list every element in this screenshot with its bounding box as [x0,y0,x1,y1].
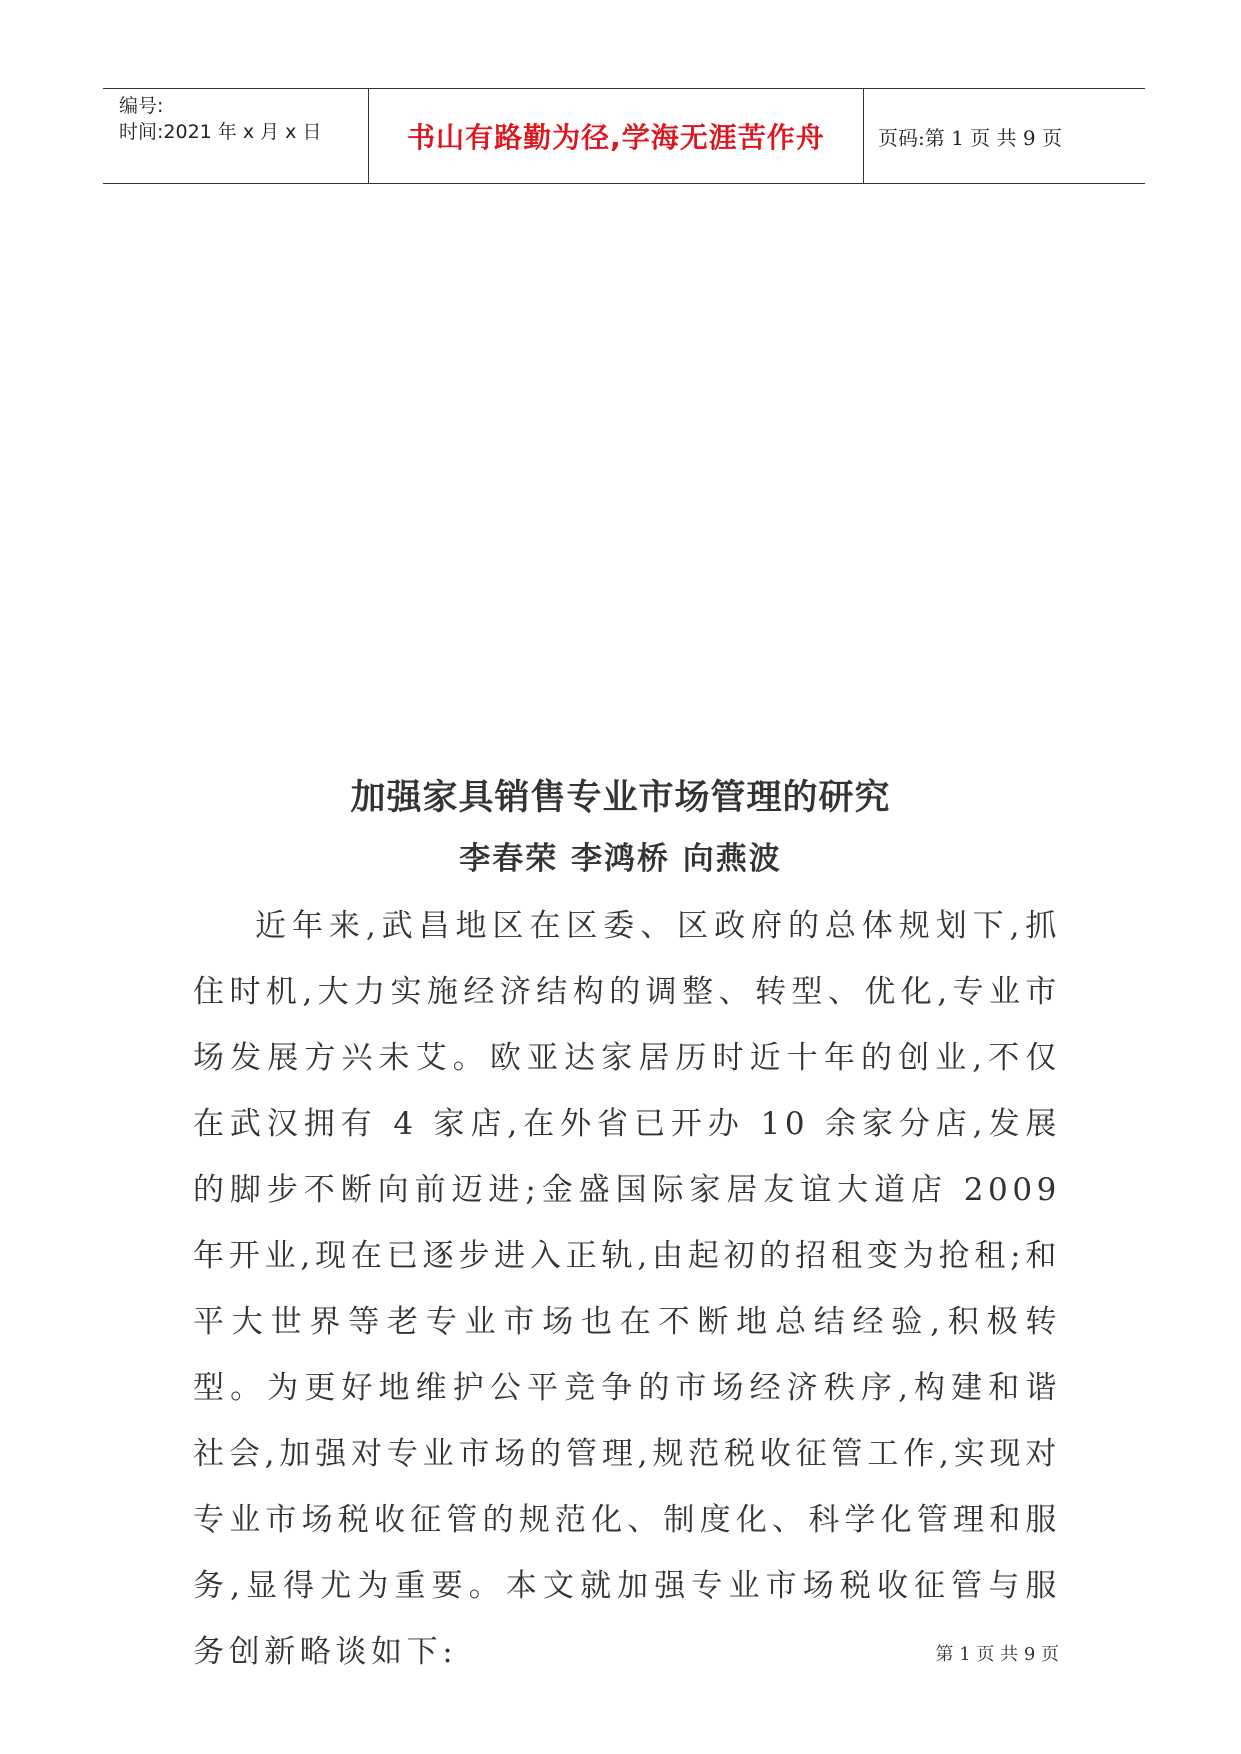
header-meta [103,89,369,183]
page-footer: 第 1 页 共 9 页 [935,1644,1059,1665]
header-page-code: 页码:第 1 页 共 9 页 [878,125,1062,150]
article-title: 加强家具销售专业市场管理的研究 [350,777,891,818]
serial-number-label: 编号: [119,95,164,117]
time-label: 时间:2021 年 x 月 x 日 [119,121,322,143]
article-authors: 李春荣 李鸿桥 向燕波 [459,841,782,877]
page-header [103,88,1145,184]
article-body [193,893,1061,1685]
body-paragraph: 近年来,武昌地区在区委、区政府的总体规划下,抓住时机,大力实施经济结构的调整、转型、优化,专业市场发展方兴未艾。欧亚达家居历时近十年的创业,不仅在武汉拥有 4 家店,在外省已开办 10 余家分店,发展的脚步不断向前迈进;金盛国际家居友谊大道店 2009 年开业,现在已逐步进入正轨,由起初的招租变为抢租;和平大世界等老专业市场也在不断地总结经验,积极转型。为更好地维护公平竞争的市场经济秩序,构建和谐社会,加强对专业市场的管理,规范税收征管工作,实现对专业市场税收征管的规范化、制度化、科学化管理和服务,显得尤为重要。本文就加强专业市场税收征管与服务创新略谈如下: [193,908,1061,1670]
header-motto: 书山有路勤为径,学海无涯苦作舟 [369,89,864,183]
